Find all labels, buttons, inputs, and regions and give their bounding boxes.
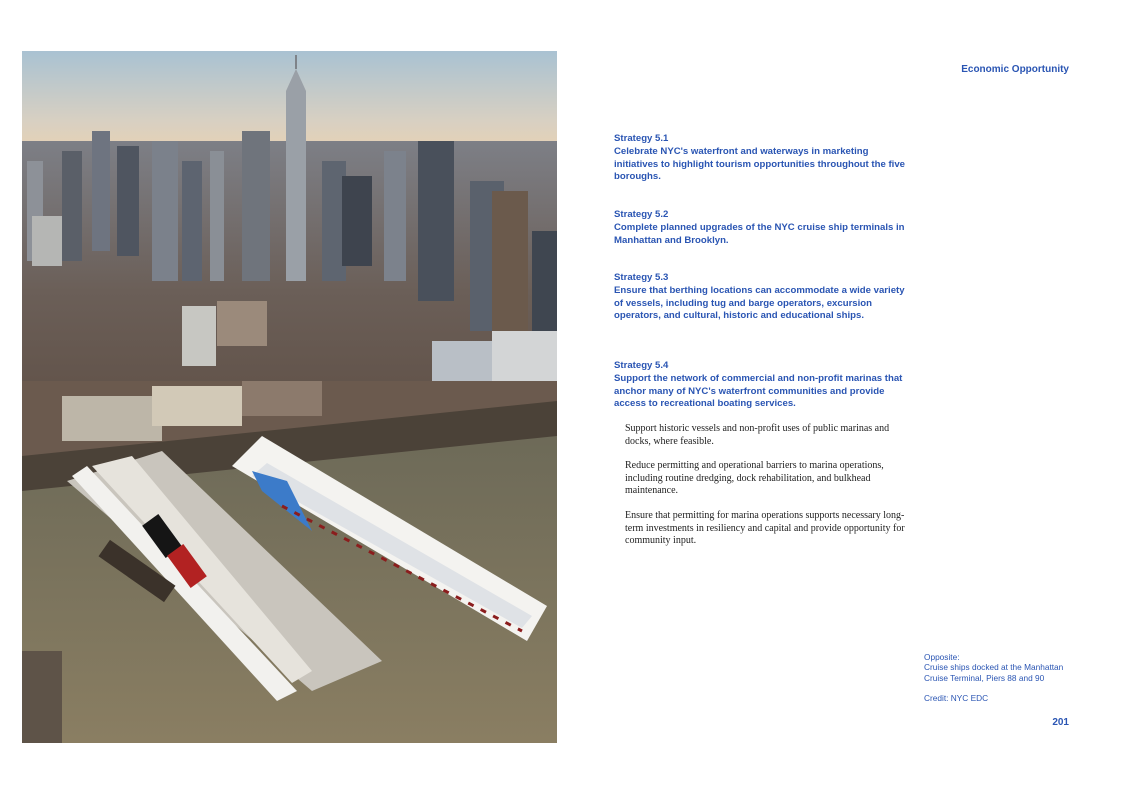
strategy-text: Support the network of commercial and non-profit marinas that anchor many of NYC's waterfront communities and provide access to recreational boating services. [614,372,903,410]
strategy-text: Complete planned upgrades of the NYC cruise ship terminals in Manhattan and Brooklyn. [614,221,905,246]
strategy-number: Strategy 5.2 [614,209,669,220]
sub-points [625,423,915,560]
strategy-text: Ensure that berthing locations can accommodate a wide variety of vessels, including tug and barge operators, excursion operators, and cultural, historic and educational ships. [614,284,905,322]
section-title: Economic Opportunity [961,64,1069,75]
strategy-5-1 [614,133,914,184]
strategy-number: Strategy 5.4 [614,360,669,371]
strategy-5-2 [614,209,914,247]
strategy-number: Strategy 5.3 [614,272,669,283]
photo-credit: Credit: NYC EDC [924,693,989,704]
sub-point: Support historic vessels and non-profit uses of public marinas and docks, where feasible. [625,423,890,447]
page-number: 201 [1052,717,1069,728]
strategy-5-3 [614,272,914,323]
photo-caption [924,652,1069,704]
strategy-number: Strategy 5.1 [614,133,669,144]
sub-point: Ensure that permitting for marina operations supports necessary long-term investments in resiliency and capital and provide opportunity for community input. [625,509,905,547]
cruise-ships-photo [22,51,557,743]
sub-point: Reduce permitting and operational barriers to marina operations, including routine dredging, dock rehabilitation, and bulkhead maintenance. [625,460,884,497]
strategy-text: Celebrate NYC's waterfront and waterways in marketing initiatives to highlight tourism opportunities throughout the five boroughs. [614,145,905,183]
caption-label: Opposite: [924,652,960,662]
caption-text: Cruise ships docked at the Manhattan Cruise Terminal, Piers 88 and 90 [924,662,1064,683]
strategy-5-4 [614,360,914,411]
